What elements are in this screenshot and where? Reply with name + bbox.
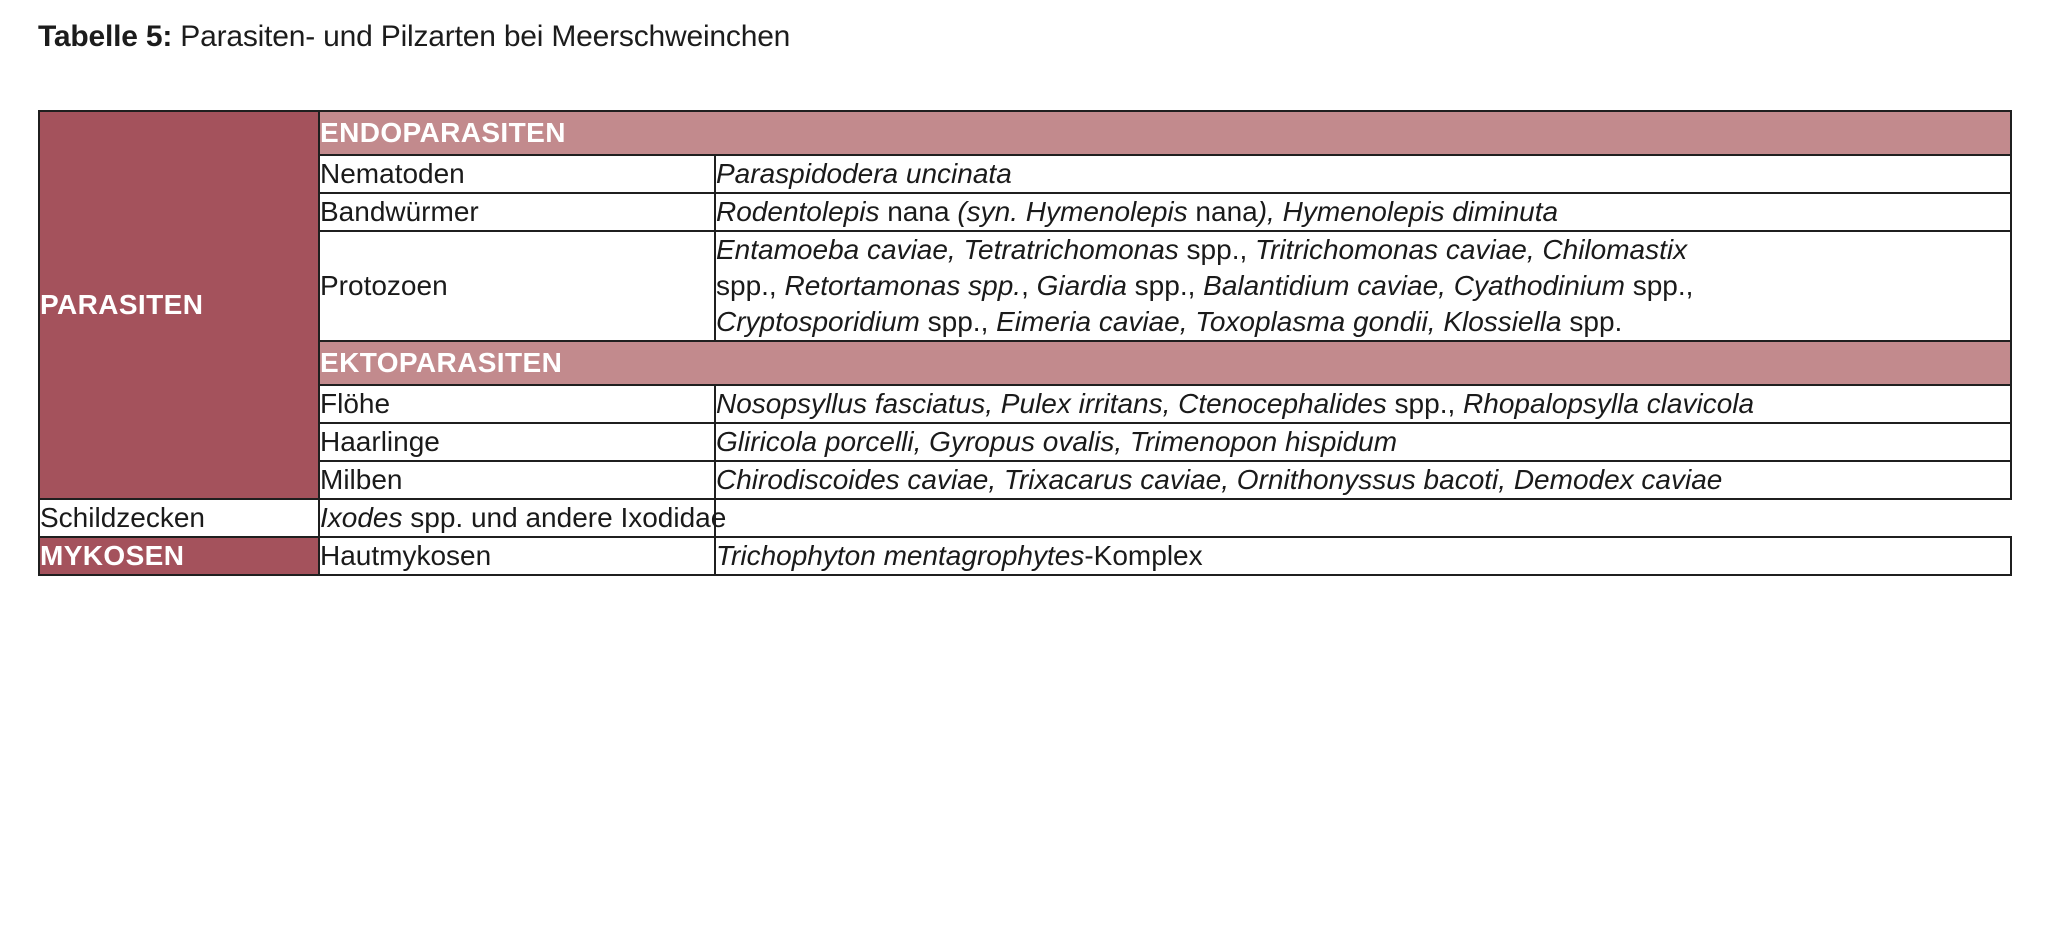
group-cell-parasiten: PARASITEN — [39, 111, 319, 499]
species-segment: nana — [1187, 196, 1258, 227]
species-segment: Tritrichomonas caviae, Chilomastix — [1255, 234, 1688, 265]
species-segment: Cryptosporidium — [716, 306, 920, 337]
species-segment: spp., — [1178, 234, 1256, 265]
species-line — [716, 232, 2010, 268]
species-segment: Eimeria caviae, Toxoplasma gondii, Klossiella — [996, 306, 1562, 337]
species-segment: spp., — [1624, 270, 1694, 301]
species-line — [716, 462, 2010, 498]
species-line — [716, 156, 2010, 192]
table-row-section-ektoparasiten — [39, 341, 2011, 385]
type-cell: Milben — [319, 461, 715, 499]
species-segment: Balantidium caviae, Cyathodinium — [1203, 270, 1625, 301]
species-cell — [715, 385, 2011, 423]
species-segment: Trichophyton mentagrophytes — [716, 540, 1085, 571]
caption-text: Parasiten- und Pilzarten bei Meerschweinchen — [172, 20, 791, 53]
species-segment: spp. und andere Ixodidae — [402, 502, 727, 533]
species-segment: spp., — [1386, 388, 1464, 419]
table-row — [39, 193, 2011, 231]
species-cell — [715, 423, 2011, 461]
type-cell: Protozoen — [319, 231, 715, 341]
species-segment: (syn. — [957, 196, 1026, 227]
species-line — [716, 194, 2010, 230]
species-segment: spp. — [1561, 306, 1623, 337]
species-line — [320, 500, 727, 536]
table-row-mykosen — [39, 537, 2011, 575]
species-segment: spp., — [1126, 270, 1204, 301]
species-segment: Nosopsyllus fasciatus, Pulex irritans, Ctenocephalides — [716, 388, 1387, 419]
species-segment: spp., — [716, 270, 785, 301]
species-segment: ), — [1257, 196, 1283, 227]
group-cell-mykosen: MYKOSEN — [39, 537, 319, 575]
species-segment: nana — [879, 196, 958, 227]
table-row — [39, 499, 2011, 537]
table-row-section-endoparasiten — [39, 111, 2011, 155]
table-caption — [38, 18, 790, 56]
species-line — [716, 538, 2010, 574]
species-segment: , — [1021, 270, 1037, 301]
species-segment: Hymenolepis diminuta — [1282, 196, 1559, 227]
species-line — [716, 304, 2010, 340]
species-segment: Rhopalopsylla clavicola — [1463, 388, 1755, 419]
parasite-species-table — [38, 110, 2012, 576]
species-segment: Chirodiscoides caviae, Trixacarus caviae, Ornithonyssus bacoti, Demodex caviae — [716, 464, 1723, 495]
species-segment: Hymenolepis — [1025, 196, 1188, 227]
species-segment: Retortamonas spp. — [784, 270, 1022, 301]
species-segment: Giardia — [1036, 270, 1127, 301]
table-row — [39, 155, 2011, 193]
species-cell — [715, 155, 2011, 193]
species-line — [716, 386, 2010, 422]
type-cell: Nematoden — [319, 155, 715, 193]
type-cell: Hautmykosen — [319, 537, 715, 575]
table-row — [39, 231, 2011, 341]
species-line — [716, 268, 2010, 304]
species-cell — [715, 461, 2011, 499]
species-segment: spp., — [919, 306, 997, 337]
caption-label: Tabelle 5: — [38, 20, 173, 53]
type-cell: Bandwürmer — [319, 193, 715, 231]
table-row — [39, 385, 2011, 423]
table-row — [39, 461, 2011, 499]
species-cell — [319, 499, 727, 537]
species-segment: Entamoeba caviae, Tetratrichomonas — [716, 234, 1179, 265]
species-segment: Ixodes — [320, 502, 403, 533]
table-row — [39, 423, 2011, 461]
species-line — [716, 424, 2010, 460]
species-cell — [715, 193, 2011, 231]
section-header-endoparasiten: ENDOPARASITEN — [319, 111, 2011, 155]
species-segment: -Komplex — [1084, 540, 1203, 571]
species-cell — [715, 231, 2011, 341]
species-segment: Gliricola porcelli, Gyropus ovalis, Trimenopon hispidum — [716, 426, 1398, 457]
section-header-ektoparasiten: EKTOPARASITEN — [319, 341, 2011, 385]
type-cell: Haarlinge — [319, 423, 715, 461]
species-segment: Paraspidodera uncinata — [716, 158, 1012, 189]
type-cell: Schildzecken — [39, 499, 319, 537]
species-segment: Rodentolepis — [716, 196, 880, 227]
type-cell: Flöhe — [319, 385, 715, 423]
species-cell — [715, 537, 2011, 575]
